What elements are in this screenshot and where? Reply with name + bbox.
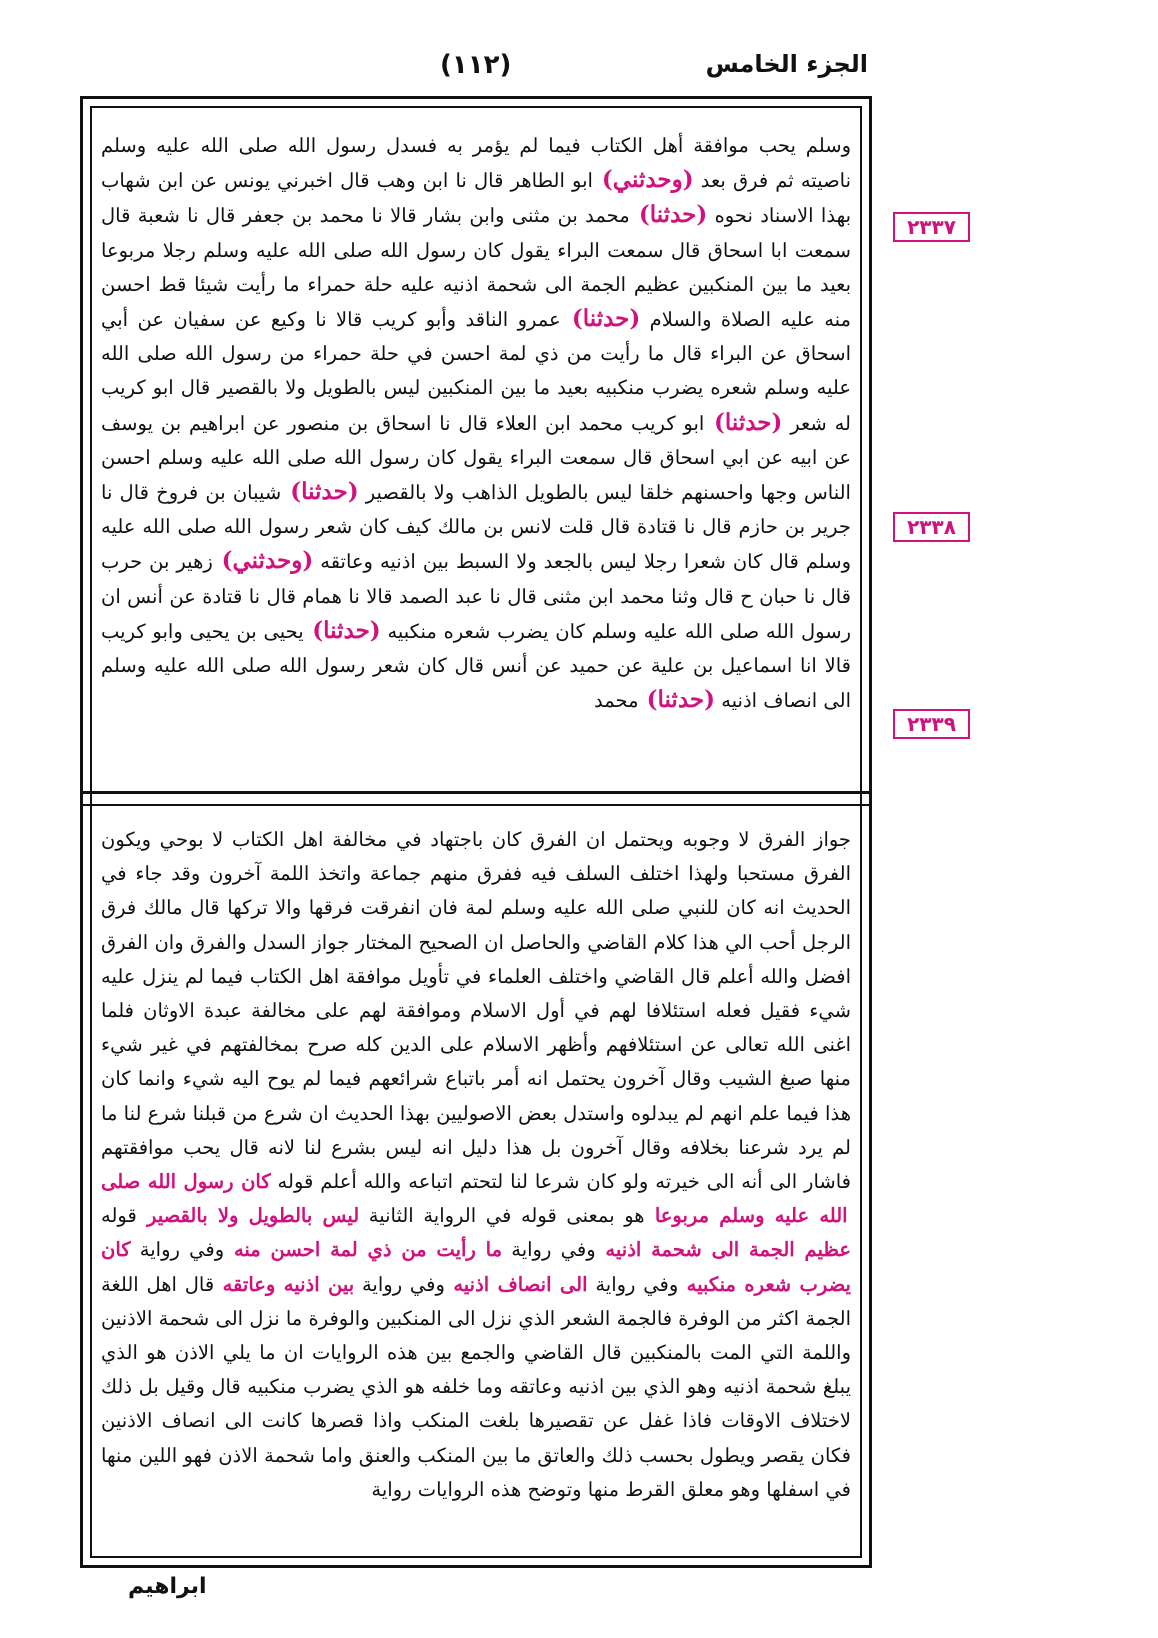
commentary-text-segment: وفي رواية <box>502 1238 596 1262</box>
haddathana-marker: (حدثنا) <box>638 686 715 714</box>
quoted-phrase: الى انصاف اذنيه <box>444 1272 588 1296</box>
quoted-phrase: ما رأيت من ذي لمة احسن منه <box>224 1238 503 1262</box>
hadith-text-segment: زهير بن حرب قال نا حبان ح قال وثنا محمد ابن مثنى قال نا عبد الصمد قالا نا همام قال نا قتادة عن أنس ان رسول الله صلى الله عليه وسلم كان يضرب شعره منكبيه <box>101 550 851 643</box>
hadith-section <box>101 129 851 779</box>
commentary-text-segment: وفي رواية <box>354 1272 445 1296</box>
commentary-text-segment: وفي رواية <box>130 1238 225 1262</box>
haddathana-marker: (حدثنا) <box>303 616 381 644</box>
hadith-text-segment: وسلم يحب موافقة أهل الكتاب فيما لم يؤمر به فسدل رسول الله صلى الله عليه وسلم ناصيته ثم فرق بعد <box>101 134 851 193</box>
commentary-text-segment: جواز الفرق لا وجوبه ويحتمل ان الفرق كان باجتهاد في مخالفة اهل الكتاب لا بوحي ويكون الفرق مستحبا ولهذا اختلف السلف فيه ففرق منهم جماعة واتخذ اللمة آخرون وقد جاء في الحديث انه كان للنبي صلى الله عليه وسلم لمة فان انفرقت فرقها والا تركها قال مالك فرق الرجل أحب الي هذا كلام القاضي والحاصل ان الصحيح المختار جواز السدل والفرق وان الفرق افضل والله أعلم قال القاضي واختلف العلماء في تأويل موافقة اهل الكتاب فيما لم ينزل عليه شيء فقيل فعله استئلافا لهم في أول الاسلام وموافقة لهم على مخالفة عبدة الاوثان فلما اغنى الله تعالى عن استئلافهم وأظهر الاسلام على الدين كله صرح بمخالفتهم في غير شيء منها صبغ الشيب وقال آخرون يحتمل انه أمر باتباع شرائعهم فيما لم يوح اليه شيء وانما كان هذا فيما علم انهم لم يبدلوه واستدل بعض الاصوليين بهذا الحديث ان شرع من قبلنا شرع لنا ما لم يرد شرعنا بخلافه وقال آخرون بل هذا دليل انه ليس بشرع لنا لانه قال يحب موافقتهم فاشار الى أنه الى خيرته ولو كان شرعا لنا لتحتم اتباعه والله أعلم قوله <box>101 828 851 1194</box>
hadith-text-segment: محمد <box>594 689 639 713</box>
page-header <box>0 50 1158 90</box>
hadith-text-segment: يحيى بن يحيى وابو كريب قالا انا اسماعيل بن علية عن حميد عن أنس قال كان شعر رسول الله صلى الله عليه وسلم الى انصاف اذنيه <box>101 619 851 713</box>
quoted-phrase: كان رسول الله صلى الله عليه وسلم مربوعا <box>101 1170 848 1228</box>
hadith-number-badge: ٢٣٣٩ <box>893 709 970 739</box>
hadith-text-segment: عمرو الناقد وأبو كريب قالا نا وكيع عن سفيان عن أبي اسحاق عن البراء قال ما رأيت من ذي لمة احسن في حلة حمراء من رسول الله صلى الله عليه وسلم شعره يضرب منكبيه بعيد ما بين المنكبين ليس بالطويل ولا بالقصير قال ابو كريب له شعر <box>101 308 851 435</box>
hadith-number-badge: ٢٣٣٨ <box>893 512 970 542</box>
quoted-phrase: عظيم الجمة الى شحمة اذنيه <box>595 1238 851 1262</box>
commentary-text-segment: هو بمعنى قوله في الرواية الثانية <box>359 1204 645 1228</box>
catchword: ابراهيم <box>128 1574 207 1599</box>
quoted-phrase: بين اذنيه وعاتقه <box>214 1272 355 1296</box>
quoted-phrase: ليس بالطويل ولا بالقصير <box>136 1204 360 1228</box>
commentary-text-segment: وفي رواية <box>587 1272 679 1296</box>
text-frame <box>80 96 872 1568</box>
page-number: (١١٢) <box>440 50 512 80</box>
haddathana-marker: (حدثنا) <box>560 305 641 333</box>
haddathani-marker: (وحدثني) <box>592 166 694 194</box>
commentary-text-segment: قال اهل اللغة الجمة اكثر من الوفرة فالجمة الشعر الذي نزل الى المنكبين والوفرة ما نزل الى شحمة الاذنين واللمة التي المت بالمنكبين قال القاضي والجمع بين هذه الروايات ان ما يلي الاذن هو الذي يبلغ شحمة اذنيه وهو الذي بين اذنيه وعاتقه وما خلفه هو الذي يضرب منكبيه قال وقيل بل ذلك لاختلاف الاوقات فاذا غفل عن تقصيرها بلغت المنكب واذا قصرها كانت الى انصاف الاذنين فكان يقصر ويطول بحسب ذلك والعاتق ما بين المنكب والعنق واما شحمة الاذن فهو اللين منها في اسفلها وهو معلق القرط منها وتوضح هذه الروايات رواية <box>101 1272 852 1501</box>
section-divider <box>83 791 869 806</box>
hadith-text-segment: ابو كريب محمد ابن العلاء قال نا اسحاق بن منصور عن ابراهيم بن يوسف عن ابيه عن ابي اسحاق قال سمعت البراء يقول كان رسول الله صلى الله عليه وسلم احسن الناس وجها واحسنهم خلقا ليس بالطويل الذاهب ولا بالقصير <box>101 411 851 505</box>
commentary-text-segment: قوله <box>101 1204 137 1228</box>
commentary-section <box>101 823 851 1543</box>
haddathani-marker: (وحدثني) <box>212 547 314 575</box>
part-title: الجزء الخامس <box>705 50 868 78</box>
haddathana-marker: (حدثنا) <box>281 478 359 506</box>
haddathana-marker: (حدثنا) <box>704 408 783 436</box>
haddathana-marker: (حدثنا) <box>629 201 708 229</box>
hadith-text-segment: ابو الطاهر قال نا ابن وهب قال اخبرني يونس عن ابن شهاب بهذا الاسناد نحوه <box>101 169 851 228</box>
hadith-text-segment: شيبان بن فروخ قال نا جرير بن حازم قال نا قتادة قال قلت لانس بن مالك كيف كان شعر رسول الله صلى الله عليه وسلم قال كان شعرا رجلا ليس بالجعد ولا السبط بين اذنيه وعاتقه <box>101 481 851 574</box>
hadith-number-badge: ٢٣٣٧ <box>893 212 970 242</box>
hadith-text-segment: محمد بن مثنى وابن بشار قالا نا محمد بن جعفر قال نا شعبة قال سمعت ابا اسحاق قال سمعت البراء يقول كان رسول الله صلى الله عليه وسلم رجلا مربوعا بعيد ما بين المنكبين عظيم الجمة الى شحمة اذنيه عليه حلة حمراء ما رأيت شيئا قط احسن منه عليه الصلاة والسلام <box>101 204 851 332</box>
quoted-phrase: كان يضرب شعره منكبيه <box>101 1238 851 1296</box>
